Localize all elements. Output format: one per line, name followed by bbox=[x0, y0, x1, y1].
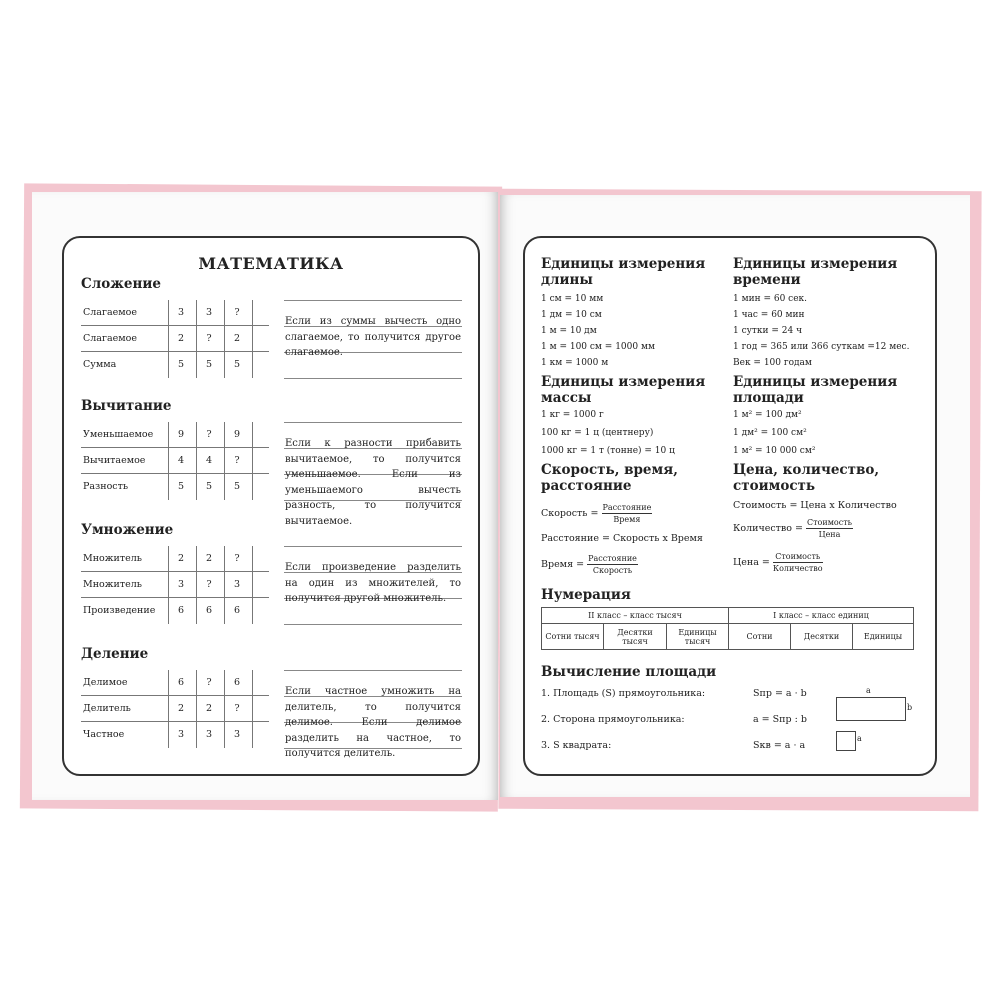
table-cell: ? bbox=[206, 579, 212, 590]
section-heading: Вычитание bbox=[81, 398, 172, 414]
rectangle-diagram bbox=[836, 697, 906, 721]
table-cell: ? bbox=[206, 677, 212, 688]
table-column-line bbox=[196, 422, 197, 500]
cost-formula: Стоимость = Цена х Количество bbox=[733, 500, 897, 511]
rect-side-a: a bbox=[866, 686, 871, 695]
table-cell: ? bbox=[206, 333, 212, 344]
unit-item: 1 км = 1000 м bbox=[541, 358, 609, 368]
table-column-line bbox=[168, 300, 169, 378]
areacalc-heading: Вычисление площади bbox=[541, 664, 717, 680]
price-numerator: Стоимость bbox=[773, 551, 823, 563]
page-title: МАТЕМАТИКА bbox=[198, 254, 344, 273]
table-row-label: Частное bbox=[83, 729, 125, 740]
numeration-column: Десятки тысяч bbox=[603, 623, 667, 650]
unit-item: 1 дм² = 100 см² bbox=[733, 428, 807, 438]
unit-item: 1 м = 10 дм bbox=[541, 326, 597, 336]
unit-item: Век = 100 годам bbox=[733, 358, 812, 368]
unit-item: 1 год = 365 или 366 суткам =12 мес. bbox=[733, 342, 910, 352]
table-column-line bbox=[252, 422, 253, 500]
table-row-label: Вычитаемое bbox=[83, 455, 146, 466]
table-cell: 5 bbox=[205, 359, 213, 370]
table-column-line bbox=[224, 546, 225, 624]
table-cell: 5 bbox=[205, 481, 213, 492]
table-row-label: Множитель bbox=[83, 553, 142, 564]
mass-heading-2: массы bbox=[541, 390, 592, 406]
table-row-label: Слагаемое bbox=[83, 307, 137, 318]
table-cell: 6 bbox=[177, 677, 185, 688]
table-column-line bbox=[252, 670, 253, 748]
rect-area-formula: Sпр = a · b bbox=[753, 688, 807, 699]
table-column-line bbox=[252, 546, 253, 624]
section-heading: Сложение bbox=[81, 276, 161, 292]
table-cell: 9 bbox=[233, 429, 241, 440]
table-cell: 6 bbox=[233, 677, 241, 688]
table-cell: ? bbox=[234, 455, 240, 466]
quantity-formula: Количество = $\frac{\text{Стоимость}}{\text{Цена}}$ bbox=[733, 518, 852, 539]
table-cell: ? bbox=[234, 553, 240, 564]
table-column-line bbox=[224, 670, 225, 748]
rect-area-label: 1. Площадь (S) прямоугольника: bbox=[541, 688, 706, 699]
table-divider bbox=[81, 571, 269, 572]
table-column-line bbox=[224, 422, 225, 500]
table-divider bbox=[81, 351, 269, 352]
rect-side-b: b bbox=[907, 703, 913, 712]
table-row-label: Множитель bbox=[83, 579, 142, 590]
unit-item: 1 мин = 60 сек. bbox=[733, 294, 808, 304]
unit-item: 1 кг = 1000 г bbox=[541, 410, 604, 420]
rect-side-formula: a = Sпр : b bbox=[753, 714, 807, 725]
square-diagram bbox=[836, 731, 856, 751]
unit-item: 1 см = 10 мм bbox=[541, 294, 604, 304]
table-column-line bbox=[168, 670, 169, 748]
area-heading-1: Единицы измерения bbox=[733, 374, 898, 390]
numeration-column: Десятки bbox=[790, 623, 853, 650]
table-column-line bbox=[168, 546, 169, 624]
speed-heading-1: Скорость, время, bbox=[541, 462, 678, 478]
speed-denominator: Время bbox=[613, 515, 641, 524]
numeration-column: Сотни bbox=[728, 623, 791, 650]
table-cell: ? bbox=[234, 703, 240, 714]
ruled-line bbox=[284, 670, 462, 671]
table-cell: 9 bbox=[177, 429, 185, 440]
square-side-a: a bbox=[857, 734, 862, 743]
unit-item: 100 кг = 1 ц (центнеру) bbox=[541, 428, 654, 438]
time-numerator: Расстояние bbox=[588, 554, 637, 563]
table-cell: 3 bbox=[233, 579, 241, 590]
numeration-column: Сотни тысяч bbox=[541, 623, 604, 650]
numeration-column: Единицы bbox=[852, 623, 914, 650]
table-row-label: Делитель bbox=[83, 703, 131, 714]
price-heading-1: Цена, количество, bbox=[733, 462, 880, 478]
table-cell: 5 bbox=[233, 481, 241, 492]
table-divider bbox=[81, 695, 269, 696]
unit-item: 1 дм = 10 см bbox=[541, 310, 602, 320]
table-row-label: Произведение bbox=[83, 605, 156, 616]
numeration-heading: Нумерация bbox=[541, 587, 631, 603]
price-formula: Цена = $\frac{\text{Стоимость}}{\text{Количество}}$ bbox=[733, 552, 823, 573]
table-cell: 3 bbox=[205, 729, 213, 740]
class-units: I класс – класс единиц bbox=[728, 607, 914, 624]
table-row-label: Сумма bbox=[83, 359, 117, 370]
section-heading: Умножение bbox=[81, 522, 174, 538]
ruled-line bbox=[284, 300, 462, 301]
table-column-line bbox=[224, 300, 225, 378]
ruled-line bbox=[284, 624, 462, 625]
table-cell: 2 bbox=[177, 553, 185, 564]
unit-item: 1 сутки = 24 ч bbox=[733, 326, 803, 336]
speed-formula: Скорость = $\frac{\text{Расстояние}}{\text{Время}}$ bbox=[541, 503, 652, 524]
length-heading-2: длины bbox=[541, 272, 593, 288]
table-cell: 3 bbox=[177, 307, 185, 318]
length-heading-1: Единицы измерения bbox=[541, 256, 706, 272]
table-cell: 6 bbox=[177, 605, 185, 616]
price-heading-2: стоимость bbox=[733, 478, 816, 494]
speed-numerator: Расстояние bbox=[602, 503, 652, 512]
square-area-label: 3. S квадрата: bbox=[541, 740, 612, 751]
table-cell: 3 bbox=[177, 579, 185, 590]
ruled-line bbox=[284, 422, 462, 423]
table-cell: ? bbox=[234, 307, 240, 318]
table-cell: 4 bbox=[177, 455, 185, 466]
table-column-line bbox=[196, 546, 197, 624]
table-cell: 3 bbox=[177, 729, 185, 740]
section-rule-text: Если к разности прибавить вычитаемое, то получится уменьшаемое. Если из уменьшаемого вычесть разность, то получится вычитаемое. bbox=[285, 438, 461, 527]
unit-item: 1 м = 100 см = 1000 мм bbox=[541, 342, 655, 352]
table-divider bbox=[81, 325, 269, 326]
time-formula: Время = $\frac{\text{Расстояние}}{\text{Скорость}}$ bbox=[541, 554, 637, 575]
time-denominator: Скорость bbox=[592, 566, 633, 575]
table-cell: 5 bbox=[177, 481, 185, 492]
table-cell: 3 bbox=[205, 307, 213, 318]
section-rule-text: Если произведение разделить на один из множителей, то получится другой множитель. bbox=[285, 562, 461, 604]
price-denominator: Количество bbox=[772, 564, 823, 573]
table-divider bbox=[81, 721, 269, 722]
table-divider bbox=[81, 473, 269, 474]
ruled-line bbox=[284, 378, 462, 379]
section-heading: Деление bbox=[81, 646, 149, 662]
section-rule-text: Если частное умножить на делитель, то получится делимое. Если делимое разделить на частное, то получится делитель. bbox=[285, 686, 461, 759]
table-cell: 4 bbox=[205, 455, 213, 466]
table-column-line bbox=[252, 300, 253, 378]
table-row-label: Разность bbox=[83, 481, 129, 492]
rect-side-label: 2. Сторона прямоугольника: bbox=[541, 714, 685, 725]
square-area-formula: Sкв = a · a bbox=[753, 740, 806, 751]
table-column-line bbox=[196, 300, 197, 378]
numeration-column: Единицы тысяч bbox=[666, 623, 729, 650]
time-heading-2: времени bbox=[733, 272, 801, 288]
table-cell: 2 bbox=[205, 703, 213, 714]
table-cell: ? bbox=[206, 429, 212, 440]
speed-heading-2: расстояние bbox=[541, 478, 632, 494]
unit-item: 1 м² = 100 дм² bbox=[733, 410, 802, 420]
table-divider bbox=[81, 597, 269, 598]
table-column-line bbox=[168, 422, 169, 500]
table-cell: 2 bbox=[177, 333, 185, 344]
table-cell: 6 bbox=[205, 605, 213, 616]
table-divider bbox=[81, 447, 269, 448]
table-cell: 6 bbox=[233, 605, 241, 616]
distance-formula: Расстояние = Скорость х Время bbox=[541, 533, 703, 544]
table-cell: 2 bbox=[233, 333, 241, 344]
table-row-label: Делимое bbox=[83, 677, 128, 688]
table-row-label: Уменьшаемое bbox=[83, 429, 154, 440]
table-column-line bbox=[196, 670, 197, 748]
time-heading-1: Единицы измерения bbox=[733, 256, 898, 272]
unit-item: 1 м² = 10 000 см² bbox=[733, 446, 816, 456]
quantity-denominator: Цена bbox=[818, 530, 841, 539]
unit-item: 1000 кг = 1 т (тонне) = 10 ц bbox=[541, 446, 675, 456]
table-cell: 2 bbox=[205, 553, 213, 564]
ruled-line bbox=[284, 546, 462, 547]
class-thousands: II класс – класс тысяч bbox=[541, 607, 729, 624]
table-cell: 5 bbox=[177, 359, 185, 370]
unit-item: 1 час = 60 мин bbox=[733, 310, 805, 320]
table-cell: 5 bbox=[233, 359, 241, 370]
quantity-numerator: Стоимость bbox=[807, 518, 852, 527]
table-cell: 2 bbox=[177, 703, 185, 714]
table-row-label: Слагаемое bbox=[83, 333, 137, 344]
table-cell: 3 bbox=[233, 729, 241, 740]
section-rule-text: Если из суммы вычесть одно слагаемое, то получится другое слагаемое. bbox=[285, 316, 461, 358]
mass-heading-1: Единицы измерения bbox=[541, 374, 706, 390]
area-heading-2: площади bbox=[733, 390, 804, 406]
